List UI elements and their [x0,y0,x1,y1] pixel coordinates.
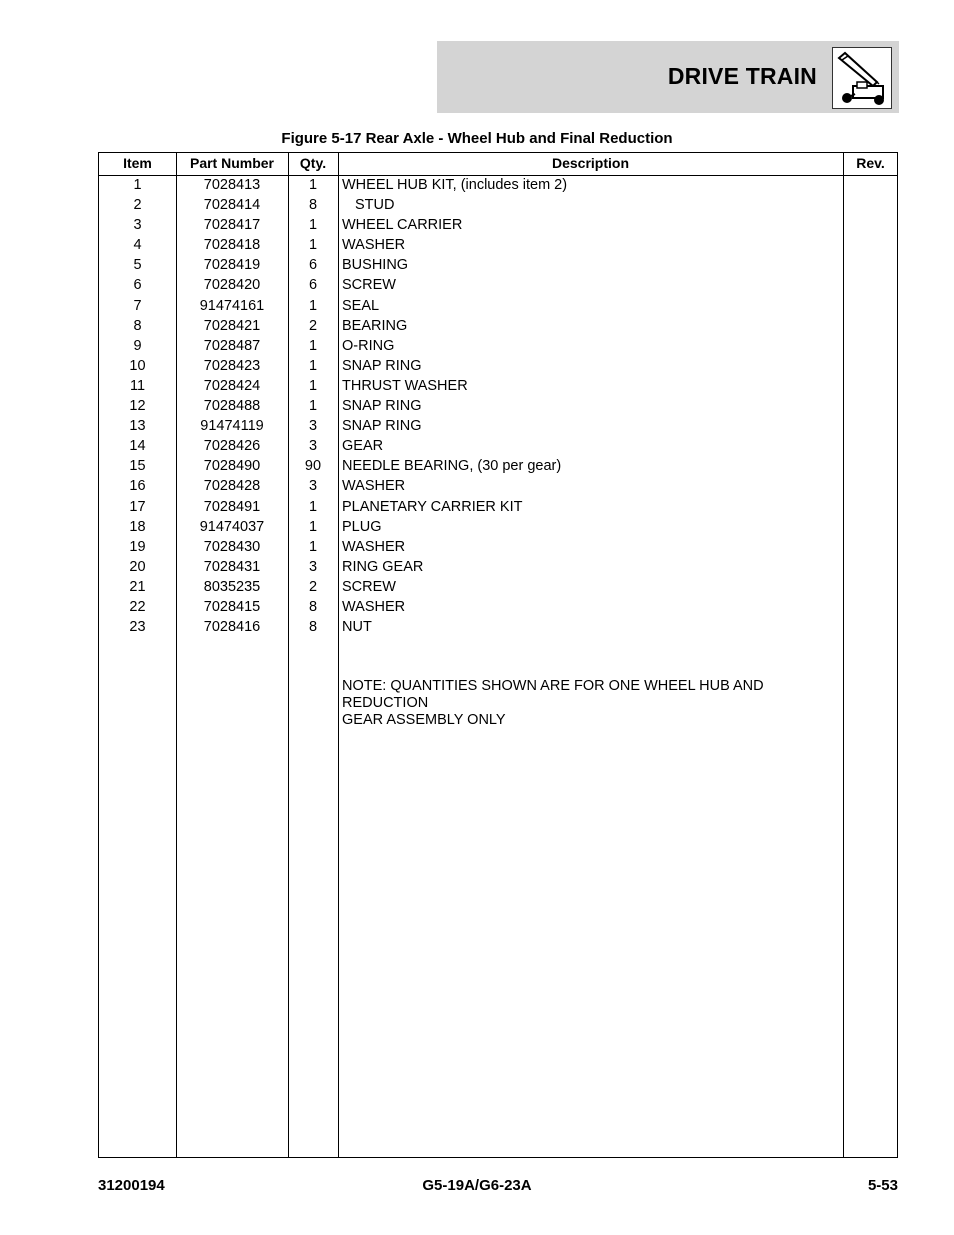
table-row [99,336,897,356]
table-row [99,497,897,517]
qty-cell: 8 [308,598,318,615]
qty-cell: 1 [308,217,318,234]
qty-cell: 1 [308,357,318,374]
footer-model: G5-19A/G6-23A [422,1177,532,1194]
table-body [99,175,897,637]
description-cell: SNAP RING [342,418,422,435]
header-description: Description [551,155,629,171]
item-cell: 4 [133,237,142,254]
qty-cell: 1 [308,337,318,354]
item-cell: 3 [133,217,142,234]
description-cell: SNAP RING [342,398,422,415]
table-row [99,195,897,215]
item-cell: 9 [133,337,142,354]
item-cell: 6 [133,277,142,294]
part-number-cell: 7028426 [203,438,261,455]
item-cell: 15 [129,458,146,475]
item-cell: 17 [129,498,146,515]
qty-cell: 6 [308,257,318,274]
footer-manual-number: 31200194 [98,1177,165,1194]
qty-cell: 8 [308,197,318,214]
table-row [99,456,897,476]
item-cell: 16 [129,478,146,495]
item-cell: 12 [129,398,146,415]
qty-cell: 90 [304,458,322,475]
table-row [99,175,897,195]
item-cell: 14 [129,438,146,455]
qty-cell: 1 [308,177,318,193]
table-row [99,255,897,275]
part-number-cell: 7028490 [203,458,261,475]
item-cell: 20 [129,558,146,575]
table-header [99,153,897,176]
table-row [99,296,897,316]
qty-cell: 1 [308,377,318,394]
qty-cell: 3 [308,438,318,455]
description-cell: WASHER [342,598,406,615]
qty-cell: 6 [308,277,318,294]
description-cell: WHEEL CARRIER [342,217,463,234]
description-cell: THRUST WASHER [342,377,468,394]
part-number-cell: 7028419 [203,257,261,274]
qty-cell: 2 [308,317,318,334]
part-number-cell: 7028415 [203,598,261,615]
part-number-cell: 7028416 [203,619,261,636]
figure-title: Figure 5-17 Rear Axle - Wheel Hub and Final Reduction [281,130,673,147]
qty-cell: 1 [308,297,318,314]
table-row [99,617,897,637]
part-number-cell: 7028431 [203,558,261,575]
part-number-cell: 91474037 [199,518,265,535]
description-cell: GEAR [342,438,384,455]
item-cell: 19 [129,538,146,555]
table-row [99,436,897,456]
header-rev: Rev. [856,155,885,171]
item-cell: 13 [129,418,146,435]
section-title: DRIVE TRAIN [667,63,817,89]
table-row [99,476,897,496]
item-cell: 7 [133,297,142,314]
item-cell: 5 [133,257,142,274]
part-number-cell: 7028414 [203,197,261,214]
item-cell: 21 [129,578,146,595]
table-row [99,396,897,416]
item-cell: 1 [133,177,142,193]
qty-cell: 3 [308,558,318,575]
description-cell: WASHER [342,538,406,555]
qty-cell: 2 [308,578,318,595]
description-cell: SCREW [342,277,396,294]
description-cell: SCREW [342,578,396,595]
part-number-cell: 7028423 [203,357,261,374]
part-number-cell: 7028420 [203,277,261,294]
note-line: NOTE: QUANTITIES SHOWN ARE FOR ONE WHEEL HUB AND REDUCTION [342,678,764,711]
qty-cell: 1 [308,518,318,535]
description-cell: NEEDLE BEARING, (30 per gear) [342,458,562,475]
table-row [99,316,897,336]
part-number-cell: 7028417 [203,217,261,234]
parts-table [98,152,898,1158]
item-cell: 11 [129,377,146,394]
description-cell: RING GEAR [342,558,424,575]
description-cell: PLUG [342,518,382,535]
part-number-cell: 7028424 [203,377,261,394]
description-cell: WASHER [342,237,406,254]
part-number-cell: 91474119 [200,418,264,435]
item-cell: 8 [133,317,142,334]
table-row [99,376,897,396]
aerial-lift-machine-icon [832,47,892,109]
table-row [99,416,897,436]
item-cell: 2 [133,197,142,214]
qty-cell: 3 [308,418,318,435]
qty-cell: 3 [308,478,318,495]
description-cell: WASHER [342,478,406,495]
qty-cell: 1 [308,237,318,254]
table-row [99,537,897,557]
description-cell: PLANETARY CARRIER KIT [342,498,523,515]
description-cell: WHEEL HUB KIT, (includes item 2) [342,177,568,193]
description-cell: BUSHING [342,257,409,274]
footer-page-number: 5-53 [867,1177,898,1194]
header-item: Item [123,155,152,171]
table-row [99,235,897,255]
note-line: GEAR ASSEMBLY ONLY [342,712,506,728]
item-cell: 10 [129,357,146,374]
part-number-cell: 7028488 [203,398,261,415]
part-number-cell: 8035235 [203,578,261,595]
description-cell: BEARING [342,317,408,334]
qty-cell: 8 [308,619,318,636]
description-cell: SNAP RING [342,357,422,374]
part-number-cell: 7028487 [203,337,261,354]
item-cell: 22 [129,598,146,615]
quantity-note [342,678,842,729]
header-qty: Qty. [299,155,327,171]
item-cell: 18 [129,518,146,535]
part-number-cell: 7028428 [203,478,261,495]
table-row [99,557,897,577]
description-cell: SEAL [342,297,380,314]
part-number-cell: 7028418 [203,237,261,254]
qty-cell: 1 [308,498,318,515]
qty-cell: 1 [308,398,318,415]
section-header [437,41,899,113]
table-row [99,215,897,235]
table-row [99,597,897,617]
part-number-cell: 7028413 [203,177,261,193]
table-row [99,356,897,376]
header-part-number: Part Number [189,155,275,171]
part-number-cell: 91474161 [199,297,265,314]
part-number-cell: 7028421 [203,317,261,334]
part-number-cell: 7028491 [203,498,261,515]
description-cell: STUD [355,197,395,214]
table-row [99,517,897,537]
item-cell: 23 [129,619,146,636]
table-row [99,577,897,597]
table-row [99,275,897,295]
description-cell: NUT [342,619,372,636]
description-cell: O-RING [342,337,395,354]
part-number-cell: 7028430 [203,538,261,555]
qty-cell: 1 [308,538,318,555]
